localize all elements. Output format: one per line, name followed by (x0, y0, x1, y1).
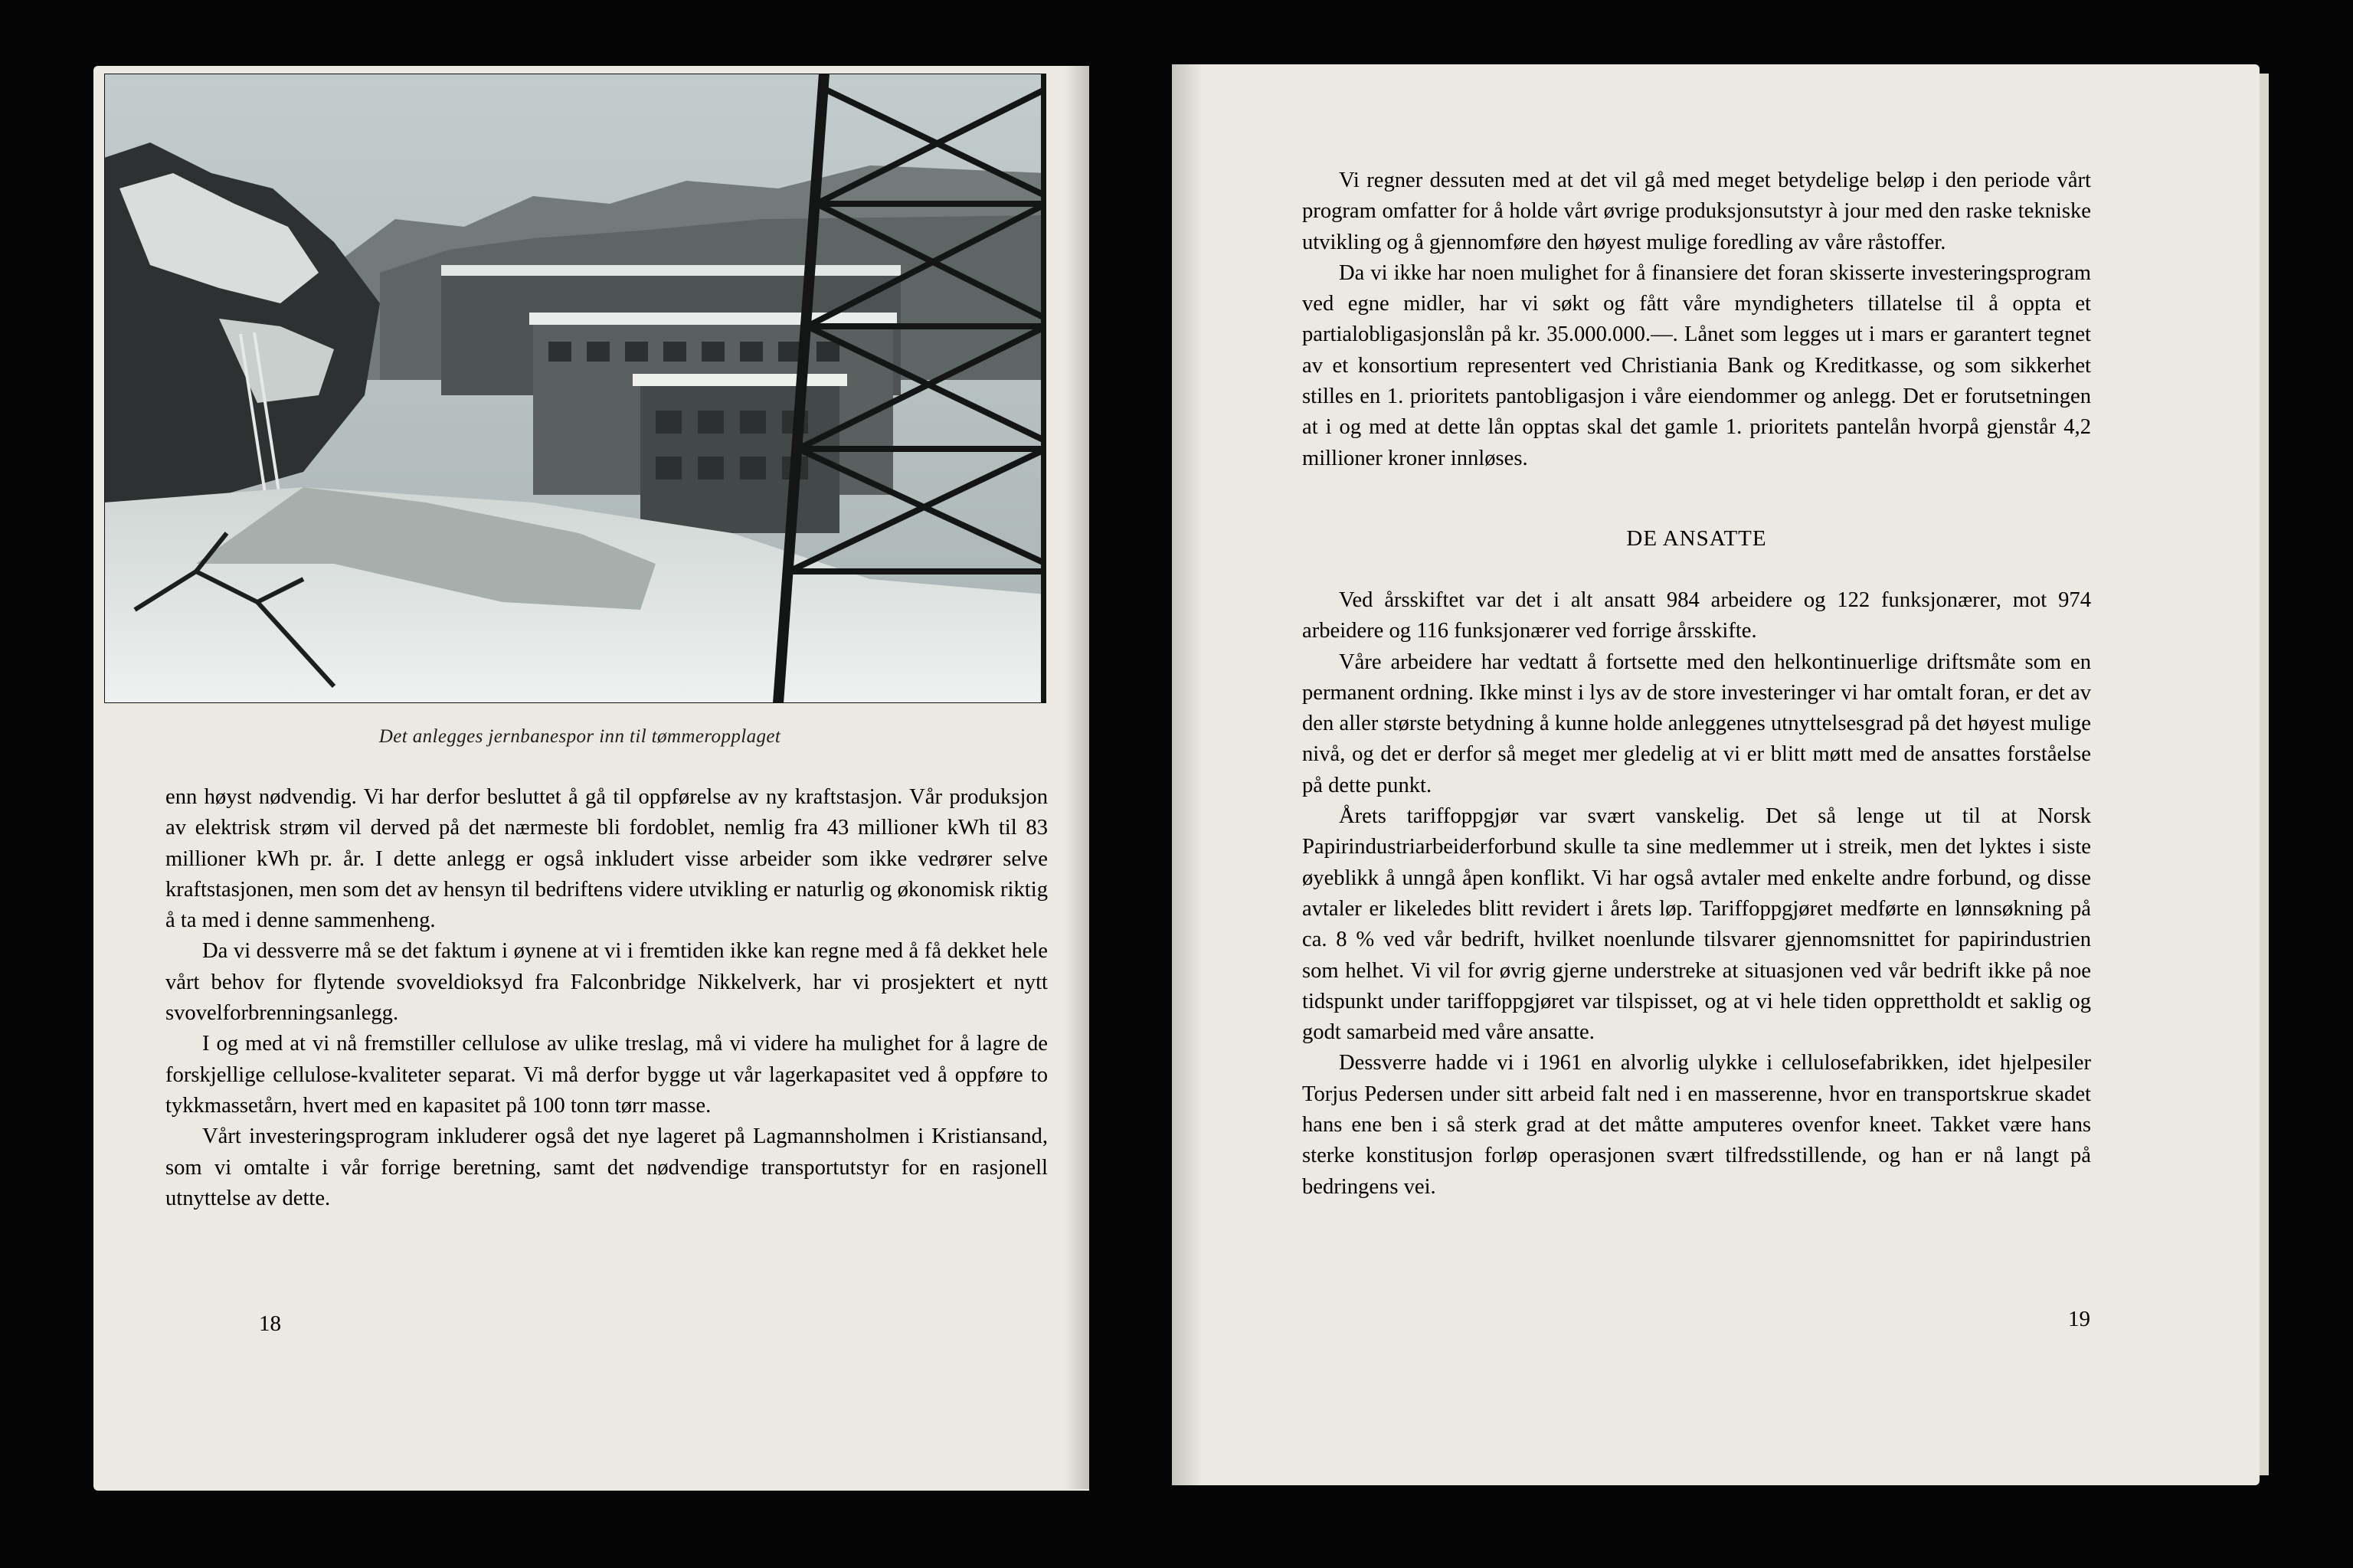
gutter-shadow-right (1172, 64, 1203, 1489)
paragraph: Ved årsskiftet var det i alt ansatt 984 arbeidere og 122 funksjonærer, mot 974 arbeidere og 116 funksjonærer ved forrige årsskifte. (1302, 588, 2091, 643)
right-body-text (1302, 165, 2091, 1203)
left-page (93, 66, 1089, 1491)
page-edge (2260, 74, 2269, 1475)
photo-illustration (104, 74, 1046, 703)
page-number-left: 18 (259, 1311, 281, 1336)
paragraph: Vårt investeringsprogram inkluderer også det nye lageret på Lagmannsholmen i Kristiansand, som vi omtalte i vår forrige beretning, samt det nødvendige transportutstyr for en rasjonell utnyttelse av dette. (165, 1124, 1048, 1210)
factory-winter-photo (104, 74, 1046, 703)
paragraph: Da vi dessverre må se det faktum i øynene at vi i fremtiden ikke kan regne med å få dekket hele vårt behov for flytende svoveldioksyd fra Falconbridge Nikkelverk, har vi prosjektert et nytt svovelforbrenningsanlegg. (165, 939, 1048, 1026)
section-heading: DE ANSATTE (1626, 525, 1767, 551)
paragraph: enn høyst nødvendig. Vi har derfor besluttet å gå til oppførelse av ny kraftstasjon. Vår produksjon av elektrisk strøm vil derved på det nærmeste bli fordoblet, nemlig fra 43 millioner kWh til 83 millioner kWh pr. år. I dette anlegg er også inkludert visse arbeider som ikke vedrører selve kraftstasjonen, men som det av hensyn til bedriftens videre utvikling er naturlig og økonomisk riktig å ta med i denne sammenheng. (165, 785, 1048, 933)
paragraph: I og med at vi nå fremstiller cellulose av ulike treslag, må vi videre ha mulighet for å lagre de forskjellige cellulose-kvaliteter separat. Vi må derfor bygge ut vår lagerkapasitet ved å oppføre to tykkmassetårn, hvert med en kapasitet på 100 tonn tørr masse. (165, 1032, 1048, 1118)
gutter-shadow-left (1065, 64, 1089, 1489)
paragraph: Våre arbeidere har vedtatt å fortsette med den helkontinuerlige driftsmåte som en permanent ordning. Ikke minst i lys av de store investeringer vi har omtalt foran, er det av den aller største betydning å kunne holde anleggenes utnyttelsesgrad på det høyest mulige nivå, og det er derfor så meget mer gledelig at vi er blitt møtt med de ansattes forståelse på dette punkt. (1302, 650, 2091, 797)
paragraph: Dessverre hadde vi i 1961 en alvorlig ulykke i cellulosefabrikken, idet hjelpesiler Torjus Pedersen under sitt arbeid falt ned i en masserenne, hvor en transportskrue skadet hans ene ben i så sterk grad at det måtte amputeres ovenfor kneet. Takket være hans sterke konstitusjon forløp operasjonen svært tilfredsstillende, og han er nå langt på bedringens vei. (1302, 1051, 2091, 1199)
left-body-text (165, 782, 1048, 1214)
photo-caption: Det anlegges jernbanespor inn til tømmeropplaget (378, 726, 781, 747)
paragraph: Da vi ikke har noen mulighet for å finansiere det foran skisserte investeringsprogram ved egne midler, har vi søkt og fått våre myndigheters tillatelse til å oppta et partialobligasjonslån på kr. 35.000.000.—. Lånet som legges ut i mars er garantert tegnet av et konsortium representert ved Christiania Bank og Kreditkasse, og som sikkerhet stilles en 1. prioritets pantobligasjon i våre eiendommer og anlegg. Det er forutsetningen at i og med at dette lån opptas skal det gamle 1. prioritets pantelån hvorpå gjenstår 4,2 millioner kroner innløses. (1302, 260, 2091, 470)
paragraph: Vi regner dessuten med at det vil gå med meget betydelige beløp i den periode vårt program omfatter for å holde vårt øvrige produksjonsutstyr à jour med den raske tekniske utvikling og å gjennomføre den høyest mulige foredling av våre råstoffer. (1302, 169, 2091, 254)
paragraph: Årets tariffoppgjør var svært vanskelig. Det så lenge ut til at Norsk Papirindustriarbeiderforbund skulle ta sine medlemmer ut i streik, men det lyktes i siste øyeblikk å unngå åpen konflikt. Vi har også avtaler med enkelte andre forbund, og disse avtaler er likeledes blitt revidert i årets løp. Tariffoppgjøret medførte en lønnsøkning på ca. 8 % ved vår bedrift, hvilket noenlunde tilsvarer gjennomsnittet for papirindustrien som helhet. Vi vil for øvrig gjerne understreke at situasjonen ved vår bedrift ikke på noe tidspunkt under tariffoppgjøret var tilspisset, og at vi hele tiden opprettholdt et saklig og godt samarbeid med våre ansatte. (1302, 804, 2091, 1045)
page-number-right: 19 (2068, 1307, 2090, 1331)
